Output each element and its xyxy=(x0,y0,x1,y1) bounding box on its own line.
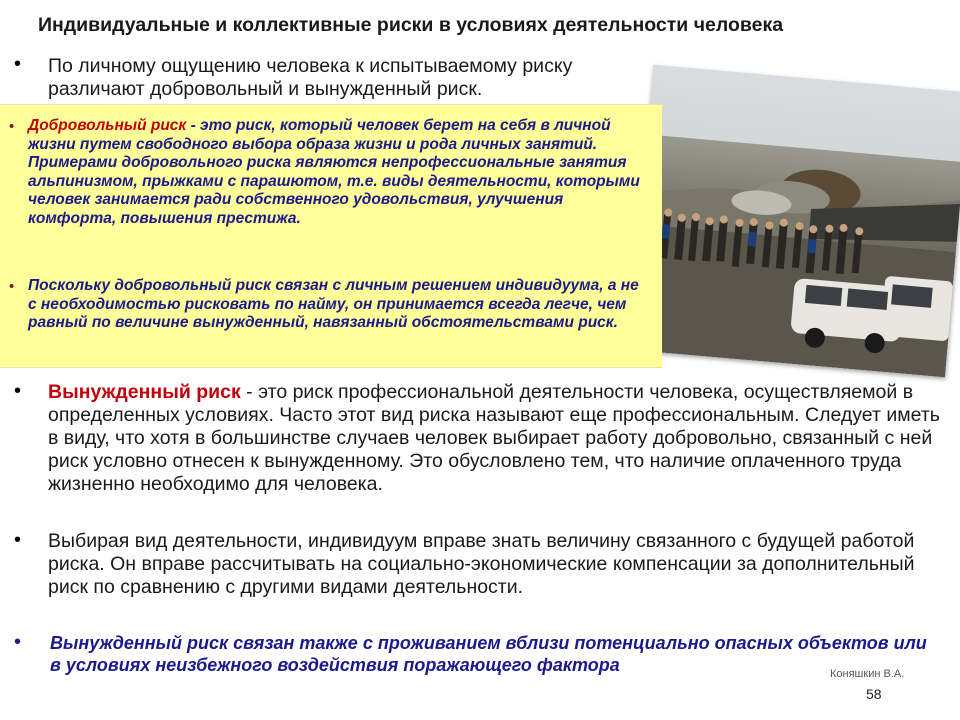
forced-risk-term: Вынужденный риск xyxy=(48,381,241,403)
bullet-dot: • xyxy=(14,380,22,402)
intro-paragraph: По личному ощущению человека к испытываемому риску различают добровольный и вынужденный риск. xyxy=(48,55,573,100)
forced-risk-text: - это риск профессиональной деятельности человека, осуществляемой в определенных условиях. Часто этот вид риска называют еще профессиональным. Следует иметь в виду, что хотя в большинстве случаев человек выбирает работу добровольно, связанный с ней риск условно отнесен к вынужденному. Это обусловлено тем, что наличие оплаченного труда жизненно необходимо для человека. xyxy=(48,381,940,495)
voluntary-risk-text: - это риск, который человек берет на себя в личной жизни путем свободного выбора образа жизни и рода личных занятий. Примерами добровольного риска являются непрофессиональные занятия альпинизмом, прыжками с парашютом, т.е. виды деятельности, которыми человек занимается ради собственного удовольствия, улучшения комфорта, повышения престижа. xyxy=(28,117,640,227)
bullet-dot: • xyxy=(9,278,15,295)
footer-author: Коняшкин В.А. xyxy=(830,668,905,680)
voluntary-risk-definition xyxy=(28,117,643,228)
slide-title: Индивидуальные и коллективные риски в условиях деятельности человека xyxy=(38,14,784,36)
activity-choice-paragraph: Выбирая вид деятельности, индивидуум вправе знать величину связанного с будущей работой риска. Он вправе рассчитывать на социально-экономические компенсации за дополнительный риск по сравнению с другими видами деятельности. xyxy=(48,530,915,598)
bullet-dot: • xyxy=(9,118,15,135)
bullet-dot: • xyxy=(14,53,22,75)
voluntary-risk-box xyxy=(0,104,662,368)
tidal-bore-photo xyxy=(628,65,960,378)
page-number: 58 xyxy=(866,686,882,702)
forced-risk-definition xyxy=(48,381,948,496)
forced-risk-note: Вынужденный риск связан также с проживанием вблизи потенциально опасных объектов или в условиях неизбежного воздействия поражающего фактора xyxy=(50,633,927,675)
bullet-dot: • xyxy=(14,631,22,653)
bullet-dot: • xyxy=(14,529,22,551)
voluntary-risk-term: Добровольный риск xyxy=(28,117,187,134)
voluntary-risk-note: Поскольку добровольный риск связан с личным решением индивидуума, а не с необходимостью рисковать по найму, он принимается всегда легче, чем равный по величине вынужденный, навязанный обстоятельствами риск. xyxy=(28,277,639,331)
